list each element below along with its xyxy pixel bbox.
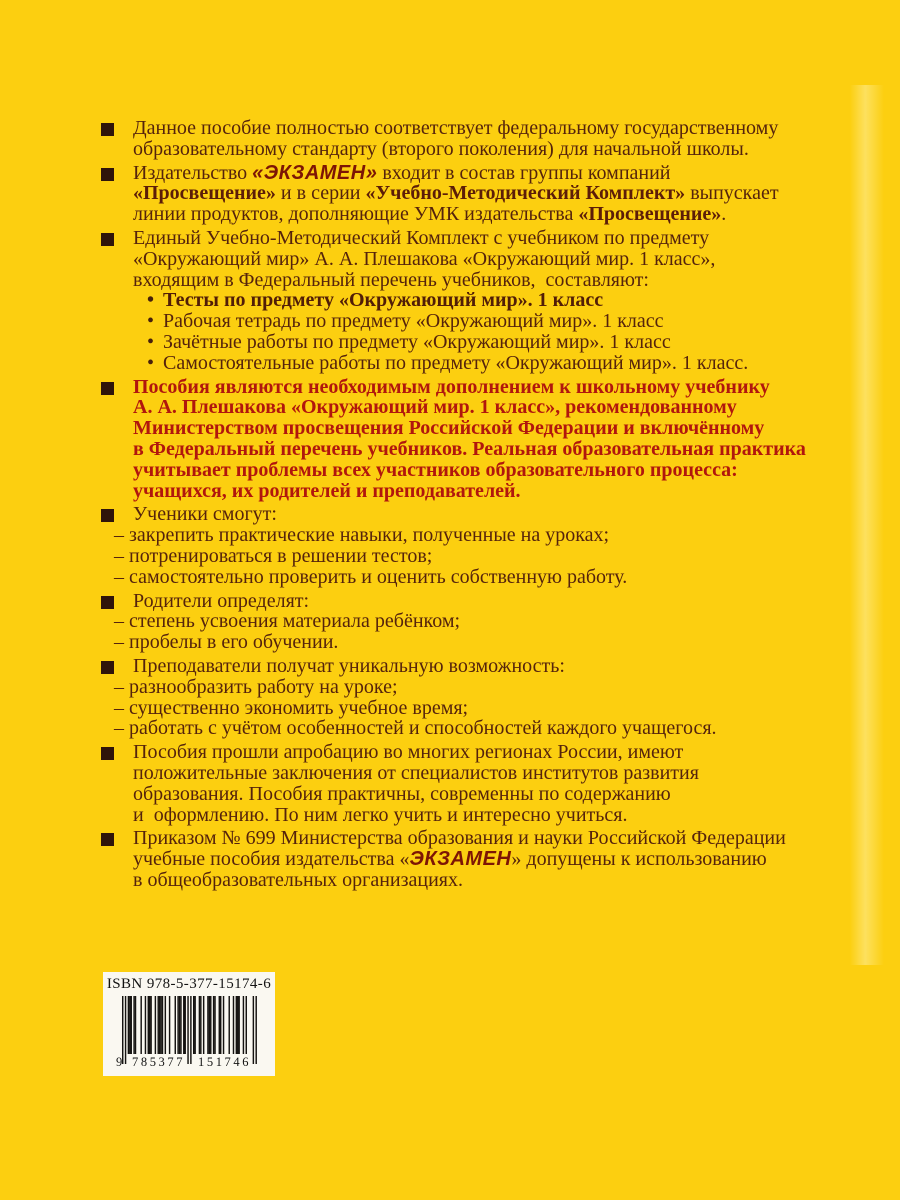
text-line: Ученики смогут: [133,503,277,526]
dash-line: – пробелы в его обучении. [114,631,339,654]
bullet-item-standard [100,118,816,160]
bullet-item-parents [100,591,816,653]
prosveshchenie-brand-text: «Просвещение» [578,203,722,226]
bullet-item-approbation [100,742,816,825]
text-line: учитывает проблемы всех участников образовательного процесса: [133,458,738,481]
text-line [133,163,816,184]
bullet-square-icon [101,233,114,246]
text-line: образования. Пособия практичны, современны по содержанию [133,782,671,805]
isbn-number: ISBN 978-5-377-15174-6 [106,976,272,992]
isbn-barcode-panel [103,972,275,1076]
umk-series-text: «Учебно-Методический Комплект» [365,182,686,205]
dash-line: – разнообразить работу на уроке; [114,675,398,698]
text-segment: выпускает [685,182,779,205]
bullet-item-order [100,828,816,890]
text-line: Министерством просвещения Российской Федерации и включённому [133,417,765,440]
sub-bullet-item [133,353,816,374]
barcode-digit-group: 785377 [132,1055,186,1069]
barcode-digit-lead: 9 [116,1055,123,1069]
text-segment: Издательство [133,161,253,184]
text-line: «Окружающий мир» А. А. Плешакова «Окружающий мир. 1 класс», [133,247,716,270]
bullet-square-icon [101,509,114,522]
bullet-square-icon [101,833,114,846]
text-line [133,183,816,204]
dash-line: – существенно экономить учебное время; [114,696,469,719]
bullet-square-icon [101,747,114,760]
bullet-dot-icon: • [147,310,155,333]
dash-line: – самостоятельно проверить и оценить собственную работу. [114,565,628,588]
sub-bullet-item [133,290,816,311]
barcode-bars [122,996,257,1064]
bullet-item-teachers [100,656,816,739]
text-line: Единый Учебно-Методический Комплект с учебником по предмету [133,226,710,249]
bullet-dot-icon: • [147,351,155,374]
sub-bullet-label: Зачётные работы по предмету «Окружающий мир». 1 класс [163,330,671,353]
text-segment: » допущены к использованию [511,848,767,871]
bullet-dot-icon: • [147,289,155,312]
text-line: положительные заключения от специалистов институтов развития [133,761,699,784]
text-line: Преподаватели получат уникальную возможность: [133,654,565,677]
text-line: Пособия являются необходимым дополнением к школьному учебнику [133,375,770,398]
text-line: входящим в Федеральный перечень учебников, составляют: [133,268,649,291]
text-line: Приказом № 699 Министерства образования и науки Российской Федерации [133,827,786,850]
ean13-barcode [113,995,265,1069]
text-segment: входит в состав группы компаний [377,161,671,184]
text-line: А. А. Плешакова «Окружающий мир. 1 класс», рекомендованному [133,396,737,419]
dash-line: – закрепить практические навыки, полученные на уроках; [114,524,610,547]
sub-bullet-item [133,311,816,332]
bullet-square-icon [101,596,114,609]
bullet-item-recommendation [100,377,816,502]
dash-line: – работать с учётом особенностей и способностей каждого учащегося. [114,717,717,740]
bullet-dot-icon: • [147,330,155,353]
text-line [133,849,816,870]
bullet-square-icon [101,382,114,395]
bullet-square-icon [101,168,114,181]
page-edge-highlight [850,85,884,965]
sub-bullet-item [133,332,816,353]
text-line: в Федеральный перечень учебников. Реальная образовательная практика [133,437,806,460]
text-line: Данное пособие полностью соответствует федеральному государственному [133,117,779,139]
text-segment: . [721,203,727,226]
text-line: образовательному стандарту (второго поколения) для начальной школы. [133,137,749,160]
bullet-square-icon [101,123,114,136]
text-line: Родители определят: [133,589,310,612]
dash-line: – потренироваться в решении тестов; [114,544,433,567]
bullet-item-publisher [100,163,816,225]
sub-bullet-label: Тесты по предмету «Окружающий мир». 1 класс [163,289,604,312]
sub-bullet-label: Рабочая тетрадь по предмету «Окружающий мир». 1 класс [163,310,664,333]
barcode-digit-group: 151746 [198,1055,252,1069]
text-segment: и в серии [275,182,366,205]
bullet-item-students [100,504,816,587]
text-line: и оформлению. По ним легко учить и интересно учиться. [133,803,628,826]
exam-brand-text: ЭКЗАМЕН [409,848,512,871]
bullet-item-umk-list [100,228,816,374]
text-segment: учебные пособия издательства « [133,848,410,871]
prosveshchenie-brand-text: «Просвещение» [133,182,276,205]
sub-bullet-label: Самостоятельные работы по предмету «Окружающий мир». 1 класс. [163,351,749,374]
bullet-square-icon [101,661,114,674]
dash-line: – степень усвоения материала ребёнком; [114,610,461,633]
text-line [133,204,816,225]
text-line: Пособия прошли апробацию во многих регионах России, имеют [133,741,684,764]
back-cover-text [100,118,816,891]
text-line: в общеобразовательных организациях. [133,868,463,891]
exam-brand-text: «ЭКЗАМЕН» [252,161,378,184]
text-segment: линии продуктов, дополняющие УМК издательства [133,203,579,226]
text-line: учащихся, их родителей и преподавателей. [133,479,521,502]
